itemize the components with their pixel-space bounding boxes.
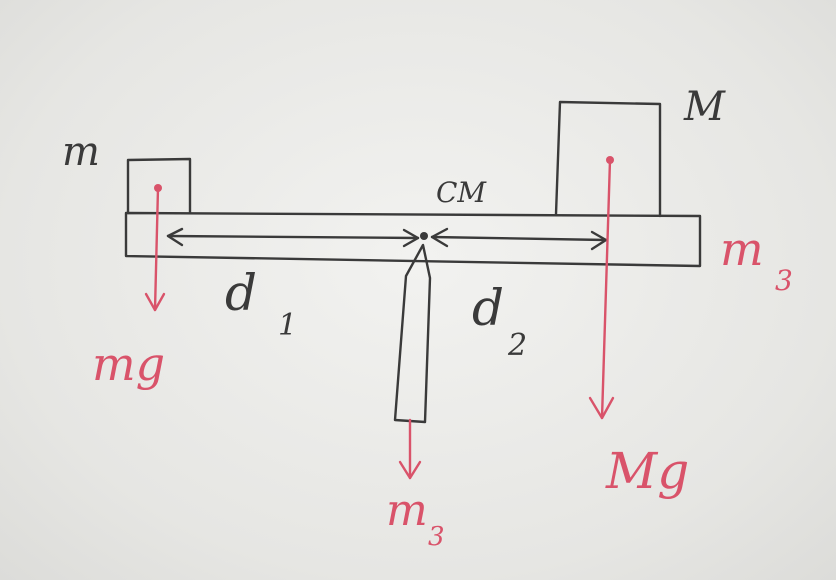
weight-arrow-large	[602, 160, 610, 418]
distance-right-label: d	[472, 279, 505, 337]
distance-left-label: d	[225, 264, 258, 322]
pivot-support	[395, 245, 430, 422]
beam-mass-label: m	[720, 222, 764, 276]
weight-small-label: mg	[92, 337, 166, 391]
distance-arrow-right	[432, 237, 606, 240]
large-mass-label: M	[684, 84, 725, 130]
weight-large-label: Mg	[606, 442, 690, 500]
distance-arrow-left	[168, 236, 418, 238]
weight-beam-label: m	[386, 485, 428, 536]
beam-mass-subscript: 3	[775, 264, 793, 297]
small-mass-label: m	[62, 129, 100, 175]
weight-beam-subscript: 3	[428, 522, 445, 552]
weight-arrow-small	[155, 188, 158, 310]
center-of-mass-dot	[420, 232, 428, 240]
distance-left-subscript: 1	[278, 308, 298, 343]
distance-right-subscript: 2	[508, 328, 528, 363]
cm-label: CM	[436, 176, 487, 209]
